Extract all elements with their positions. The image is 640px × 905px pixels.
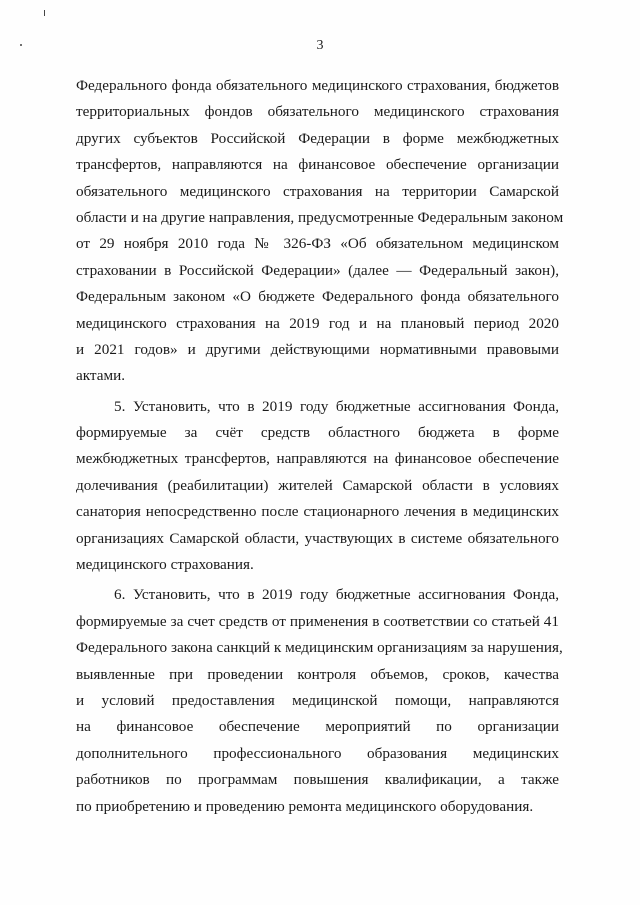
text-line: формируемые за счет средств от применения в соответствии со статьей 41 xyxy=(76,612,559,630)
text-line: на финансовое обеспечение мероприятий по организации xyxy=(76,718,559,736)
text-line: Федерального закона санкций к медицинским организациям за нарушения, xyxy=(76,639,563,657)
text-line: санатория непосредственно после стационарного лечения в медицинских xyxy=(76,503,559,521)
text-line: Федерального фонда обязательного медицинского страхования, бюджетов xyxy=(76,77,559,94)
text-line: дополнительного профессионального образования медицинских xyxy=(76,744,559,762)
paragraph xyxy=(76,73,564,390)
text-line: области и на другие направления, предусмотренные Федеральным законом xyxy=(76,208,564,226)
text-line: межбюджетных трансфертов, направляются на финансовое обеспечение xyxy=(76,450,559,468)
scan-artifact-mark xyxy=(44,10,45,16)
text-line: организациях Самарской области, участвующих в системе обязательного xyxy=(76,529,559,547)
text-line: 5. Установить, что в 2019 году бюджетные ассигнования Фонда, xyxy=(114,397,559,415)
text-line: и условий предоставления медицинской помощи, направляются xyxy=(76,691,559,709)
text-line: медицинского страхования на 2019 год и на плановый период 2020 xyxy=(76,314,559,332)
paragraph xyxy=(76,394,559,579)
text-line: и 2021 годов» и другими действующими нормативными правовыми xyxy=(76,340,559,358)
text-line: трансфертов, направляются на финансовое обеспечение организации xyxy=(76,156,559,174)
text-line: других субъектов Российской Федерации в форме межбюджетных xyxy=(76,129,559,147)
text-line: страховании в Российской Федерации» (далее — Федеральный закон), xyxy=(76,261,559,279)
text-line: медицинского страхования. xyxy=(76,556,254,574)
document-body xyxy=(76,73,564,820)
text-line: формируемые за счёт средств областного бюджета в форме xyxy=(76,424,559,442)
text-line: территориальных фондов обязательного медицинского страхования xyxy=(76,103,559,121)
page-number: 3 xyxy=(316,38,324,53)
text-line: долечивания (реабилитации) жителей Самарской области в условиях xyxy=(76,476,559,494)
text-line: Федеральным законом «О бюджете Федерального фонда обязательного xyxy=(76,288,559,306)
text-line: 6. Установить, что в 2019 году бюджетные ассигнования Фонда, xyxy=(114,586,559,604)
paragraph xyxy=(76,582,563,820)
text-line: по приобретению и проведению ремонта медицинского оборудования. xyxy=(76,797,534,815)
text-line: работников по программам повышения квалификации, а также xyxy=(76,771,559,789)
text-line: от 29 ноября 2010 года № 326-ФЗ «Об обязательном медицинском xyxy=(76,235,559,253)
text-line: актами. xyxy=(76,367,126,385)
text-line: обязательного медицинского страхования на территории Самарской xyxy=(76,182,559,200)
text-line: выявленные при проведении контроля объемов, сроков, качества xyxy=(76,665,559,683)
